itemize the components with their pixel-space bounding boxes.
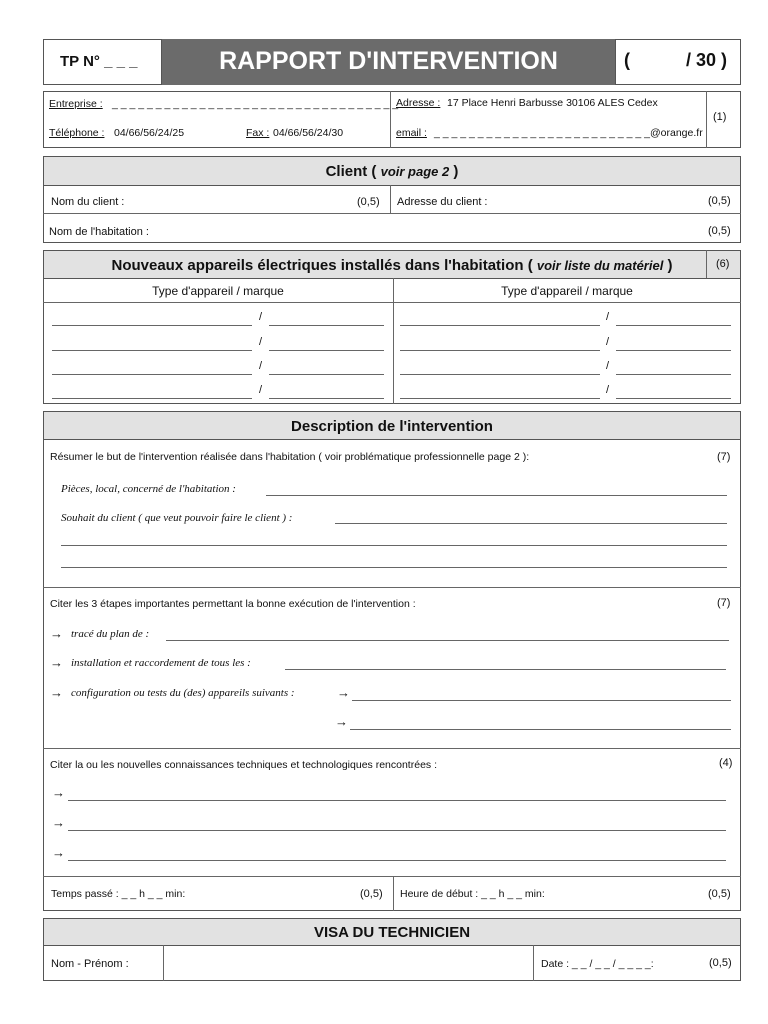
description-divider-3 (43, 876, 741, 877)
appareil-right-brand-2[interactable] (616, 350, 731, 351)
telephone-value: 04/66/56/24/25 (114, 127, 185, 139)
appareil-left-type-1[interactable] (52, 325, 252, 326)
fax-value: 04/66/56/24/30 (273, 127, 344, 139)
adresse-value: 17 Place Henri Barbusse 30106 ALES Cedex (447, 97, 658, 109)
entreprise-blank[interactable]: _ _ _ _ _ _ _ _ _ _ _ _ _ _ _ _ _ _ _ _ _ _ _ _ _ _ _ _ _ _ _ _ _ (112, 98, 399, 110)
etape2-field[interactable] (285, 669, 726, 670)
etape1-field[interactable] (166, 640, 729, 641)
resumer-extra-line-1[interactable] (61, 545, 727, 546)
client-header: Client ( voir page 2 ) (43, 156, 741, 186)
appareil-slash: / (259, 311, 263, 323)
client-address-label: Adresse du client : (397, 196, 488, 208)
arrow-icon: → (337, 685, 350, 700)
entreprise-label: Entreprise : (49, 98, 103, 110)
telephone-label: Téléphone : (49, 127, 105, 139)
client-col-divider (390, 185, 391, 213)
arrow-icon: → (50, 626, 63, 641)
visa-divider-2 (533, 945, 534, 981)
client-name-points: (0,5) (357, 196, 380, 208)
client-row-divider (43, 213, 741, 214)
connaissances-label: Citer la ou les nouvelles connaissances techniques et technologiques rencontrées : (50, 759, 437, 771)
arrow-icon: → (52, 785, 65, 800)
habitation-label: Nom de l'habitation : (49, 226, 149, 238)
etapes-label: Citer les 3 étapes importantes permettant la bonne exécution de l'intervention : (50, 598, 416, 610)
appareil-left-brand-2[interactable] (269, 350, 384, 351)
etape2-label: installation et raccordement de tous les : (71, 657, 251, 669)
arrow-icon: → (335, 714, 348, 729)
time-col-divider (393, 876, 394, 911)
heure-debut-label[interactable]: Heure de début : _ _ h _ _ min: (400, 888, 545, 900)
heure-debut-points: (0,5) (708, 888, 731, 900)
appareil-left-brand-3[interactable] (269, 374, 384, 375)
appareil-slash: / (606, 384, 610, 396)
visa-name-label: Nom - Prénom : (51, 958, 129, 970)
appareil-right-brand-1[interactable] (616, 325, 731, 326)
appareil-slash: / (259, 384, 263, 396)
resumer-label: Résumer le but de l'intervention réalisée dans l'habitation ( voir problématique professionnelle page 2 ): (50, 451, 530, 463)
appareil-left-type-3[interactable] (52, 374, 252, 375)
etape3-field-2[interactable] (350, 729, 731, 730)
client-address-points: (0,5) (708, 195, 731, 207)
tp-number-label: TP N° _ _ _ (60, 53, 138, 70)
appareil-right-type-1[interactable] (400, 325, 600, 326)
etape1-label: tracé du plan de : (71, 628, 150, 640)
etape3-label: configuration ou tests du (des) appareils suivants : (71, 687, 295, 699)
arrow-icon: → (50, 655, 63, 670)
habitation-points: (0,5) (708, 225, 731, 237)
appareil-left-brand-1[interactable] (269, 325, 384, 326)
visa-name-field[interactable] (164, 946, 532, 980)
appareil-right-brand-3[interactable] (616, 374, 731, 375)
souhait-label: Souhait du client ( que veut pouvoir faire le client ) : (61, 512, 293, 524)
temps-passe-label[interactable]: Temps passé : _ _ h _ _ min: (51, 888, 186, 900)
email-label: email : (396, 127, 427, 139)
company-points-divider (706, 91, 707, 148)
connaissance-field-1[interactable] (68, 800, 726, 801)
visa-points: (0,5) (709, 957, 732, 969)
fax-label: Fax : (246, 127, 270, 139)
appareils-points: (6) (716, 258, 730, 270)
appareil-right-type-4[interactable] (400, 398, 600, 399)
resumer-extra-line-2[interactable] (61, 567, 727, 568)
temps-passe-points: (0,5) (360, 888, 383, 900)
appareil-right-type-2[interactable] (400, 350, 600, 351)
email-value[interactable]: _ _ _ _ _ _ _ _ _ _ _ _ _ _ _ _ _ _ _ _ _ _ _ _ _@orange.fr (434, 127, 703, 139)
connaissances-points: (4) (719, 757, 733, 769)
appareil-slash: / (606, 360, 610, 372)
appareil-slash: / (606, 336, 610, 348)
resumer-points: (7) (717, 451, 731, 463)
appareil-slash: / (259, 336, 263, 348)
description-header: Description de l'intervention (43, 411, 741, 440)
etape3-field-1[interactable] (352, 700, 731, 701)
description-box (43, 439, 741, 911)
appareils-col-right: Type d'appareil / marque (501, 284, 633, 298)
connaissance-field-3[interactable] (68, 860, 726, 861)
appareils-head-divider (43, 302, 741, 303)
pieces-label: Pièces, local, concerné de l'habitation : (61, 483, 236, 495)
appareil-slash: / (606, 311, 610, 323)
appareil-right-type-3[interactable] (400, 374, 600, 375)
client-name-label: Nom du client : (51, 196, 125, 208)
etapes-points: (7) (717, 597, 731, 609)
pieces-field[interactable] (266, 495, 727, 496)
visa-date-label[interactable]: Date : _ _ / _ _ / _ _ _ _: (541, 958, 654, 970)
score-open: ( (624, 50, 630, 70)
connaissance-field-2[interactable] (68, 830, 726, 831)
appareil-left-brand-4[interactable] (269, 398, 384, 399)
appareils-header: Nouveaux appareils électriques installés dans l'habitation ( voir liste du matériel ) (43, 250, 741, 279)
appareils-points-divider (706, 250, 707, 279)
arrow-icon: → (52, 815, 65, 830)
description-divider-1 (43, 587, 741, 588)
description-divider-2 (43, 748, 741, 749)
souhait-field[interactable] (335, 523, 727, 524)
report-title: RAPPORT D'INTERVENTION (219, 47, 558, 75)
arrow-icon: → (50, 685, 63, 700)
appareil-slash: / (259, 360, 263, 372)
arrow-icon: → (52, 845, 65, 860)
appareil-right-brand-4[interactable] (616, 398, 731, 399)
appareil-left-type-2[interactable] (52, 350, 252, 351)
company-points: (1) (713, 111, 727, 123)
score-total: / 30 ) (686, 50, 728, 70)
appareil-left-type-4[interactable] (52, 398, 252, 399)
adresse-label: Adresse : (396, 97, 441, 109)
visa-header: VISA DU TECHNICIEN (43, 918, 741, 946)
appareils-col-left: Type d'appareil / marque (152, 284, 284, 298)
